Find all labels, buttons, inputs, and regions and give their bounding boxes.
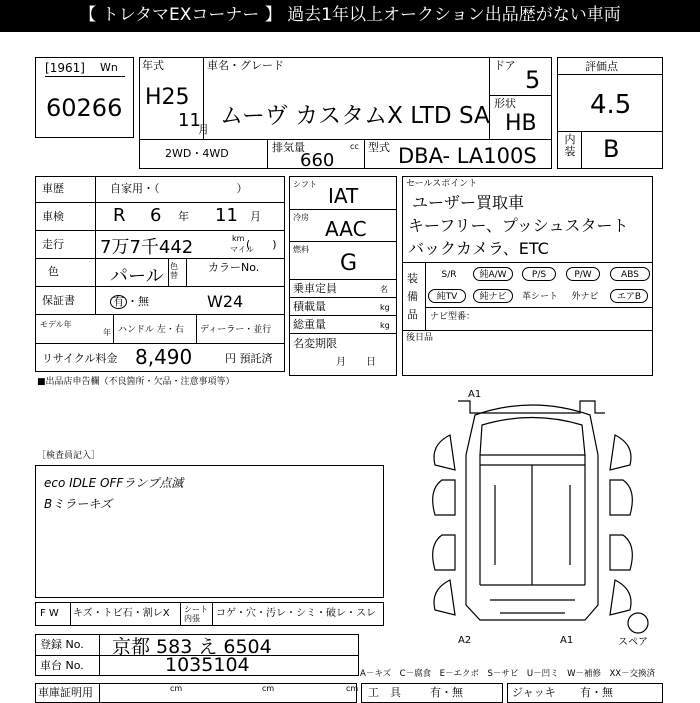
lot-code: [1961] — [45, 61, 85, 75]
inspection-year: 6 — [150, 205, 162, 226]
sales-point-line-2: キーフリー、プッシュスタート — [408, 216, 629, 235]
seat-label: シート 内張 — [184, 605, 208, 623]
equip-navi: 純ナビ — [473, 289, 513, 303]
equip-abs: ABS — [610, 267, 650, 281]
recycle-unit: 円 預託済 — [225, 352, 273, 365]
lot-number: 60266 — [46, 94, 123, 122]
seat-items: コゲ・穴・汚レ・シミ・破レ・スレ — [216, 608, 376, 619]
chassis-label: 車台 No. — [40, 659, 84, 672]
color-value: パール — [110, 266, 164, 287]
recycle-value: 8,490 — [135, 345, 193, 369]
score-label: 評価点 — [585, 60, 618, 73]
name-change-label: 名変期限 — [293, 337, 337, 350]
gross-unit: kg — [380, 321, 390, 330]
chassis-value: 1035104 — [165, 654, 250, 676]
color-no-value: W24 — [207, 292, 244, 311]
model-year-label: 年式 — [142, 59, 164, 72]
fw-items: キズ・トビ石・割レX — [73, 608, 170, 619]
shift-value: IAT — [328, 184, 359, 208]
mileage-unit-km: km — [232, 234, 245, 243]
dealer-label: ディーラー・並行 — [200, 325, 272, 335]
equipment-label: 装備品 — [407, 272, 418, 321]
jack-label: ジャッキ — [512, 686, 556, 699]
car-damage-diagram — [420, 385, 665, 650]
equip-ps: P/S — [522, 267, 556, 281]
model-year-month: 11 — [178, 110, 201, 131]
registration-label: 登録 No. — [40, 638, 84, 651]
body-type-label: 形状 — [494, 97, 516, 110]
banner-text: 【 トレタマEXコーナー 】 過去1年以上オークション出品歴がない車両 — [79, 5, 621, 25]
recycle-label: リサイクル料金 — [42, 352, 118, 365]
doors-label: ドア — [494, 59, 516, 72]
cert-unit-1: cm — [170, 684, 183, 693]
equip-leather: 革シート — [521, 292, 558, 302]
diagram-mark-front: A1 — [468, 389, 482, 400]
jack-value: 有・無 — [580, 686, 613, 699]
equip-tv: 純TV — [428, 289, 466, 303]
equip-pw: P/W — [566, 267, 600, 281]
sales-point-line-3: バックカメラ、ETC — [408, 239, 549, 258]
mileage-label: 走行 — [42, 238, 64, 251]
color-change-label: 色替 — [170, 262, 178, 280]
registration-value: 京都 583 え 6504 — [112, 636, 272, 658]
warranty-label: 保証書 — [42, 294, 75, 307]
dealer-notes-label: ■出品店申告欄（不良箇所・欠品・注意事項等） — [37, 377, 235, 387]
model-note-label: モデル年 — [40, 320, 72, 329]
equip-alloy-wheel: 純A/W — [473, 267, 513, 281]
capacity-unit: 名 — [380, 285, 388, 294]
sales-point-line-1: ユーザー買取車 — [412, 193, 525, 212]
tools-label: 工 具 — [368, 686, 401, 699]
mileage-unit-mile: マイル — [230, 245, 254, 254]
inspector-line-1: eco IDLE OFFランプ点滅 — [44, 476, 184, 490]
lot-suffix: Wn — [100, 61, 118, 74]
fw-label: F W — [40, 608, 59, 619]
fuel-value: G — [340, 251, 358, 276]
damage-legend: A－キズ C－腐食 E－エクボ S－サビ U－凹ミ W－補修 XX－交換済 — [360, 669, 656, 679]
color-label: 色 — [48, 265, 59, 278]
equip-airbag: エアB — [610, 289, 648, 303]
inspection-era: R — [113, 205, 126, 226]
inspector-line-2: Bミラーキズ — [44, 497, 112, 511]
interior-label: 内装 — [564, 133, 576, 158]
model-code-value: DBA- LA100S — [398, 144, 537, 168]
after-fit-label: 後日品 — [406, 333, 434, 343]
warranty-circled: 有 — [110, 295, 127, 309]
model-note-unit: 年 — [103, 328, 111, 337]
load-label: 積載量 — [293, 300, 326, 313]
displacement-unit: cc — [350, 142, 359, 151]
car-name-value: ムーヴ カスタムX LTD SA — [220, 103, 490, 129]
warranty-value: 有 ・無 — [110, 295, 149, 309]
mileage-paren: ( ) — [246, 238, 277, 251]
inspection-month-unit: 月 — [250, 210, 261, 223]
inspector-label: ［検査員記入］ — [37, 451, 101, 461]
history-label: 車歴 — [42, 182, 64, 195]
navi-model-label: ナビ型番： — [430, 312, 476, 322]
capacity-label: 乗車定員 — [293, 282, 337, 295]
equip-sr: S/R — [441, 270, 457, 280]
mileage-value: 7万7千442 — [100, 237, 194, 258]
fuel-label: 燃料 — [293, 245, 309, 254]
inspection-label: 車検 — [42, 210, 64, 223]
cert-unit-2: cm — [262, 684, 275, 693]
aircon-label: 冷房 — [293, 213, 309, 222]
tools-value: 有・無 — [430, 686, 463, 699]
aircon-value: AAC — [325, 217, 367, 241]
name-change-unit: 月 日 — [336, 357, 376, 368]
interior-value: B — [603, 135, 620, 163]
car-name-label: 車名・グレード — [207, 59, 284, 72]
model-year-era: H25 — [145, 85, 190, 110]
diagram-mark-rear-left: A2 — [458, 635, 472, 646]
handle-label: ハンドル 左・右 — [118, 325, 184, 335]
cert-label: 車庫証明用 — [38, 686, 93, 699]
model-code-label: 型式 — [368, 141, 390, 154]
gross-label: 総重量 — [293, 318, 326, 331]
drive-label: 2WD・4WD — [165, 147, 229, 160]
inspection-month: 11 — [215, 205, 238, 226]
diagram-mark-rear-right: A1 — [560, 635, 574, 646]
load-unit: kg — [380, 303, 390, 312]
inspection-year-unit: 年 — [178, 210, 189, 223]
body-type-value: HB — [505, 111, 537, 136]
shift-label: シフト — [293, 180, 317, 189]
equip-ext-navi: 外ナビ — [571, 292, 599, 302]
color-no-label: カラーNo. — [208, 261, 260, 274]
doors-value: 5 — [525, 66, 541, 94]
score-value: 4.5 — [590, 90, 632, 120]
displacement-value: 660 — [300, 150, 335, 171]
displacement-label: 排気量 — [272, 141, 305, 154]
cert-unit-3: cm — [346, 684, 359, 693]
sales-points-label: セールスポイント — [406, 179, 478, 189]
history-value: 自家用・（ ） — [110, 182, 248, 195]
spare-label: スペア — [618, 637, 648, 648]
model-year-month-unit: 月 — [198, 123, 209, 136]
